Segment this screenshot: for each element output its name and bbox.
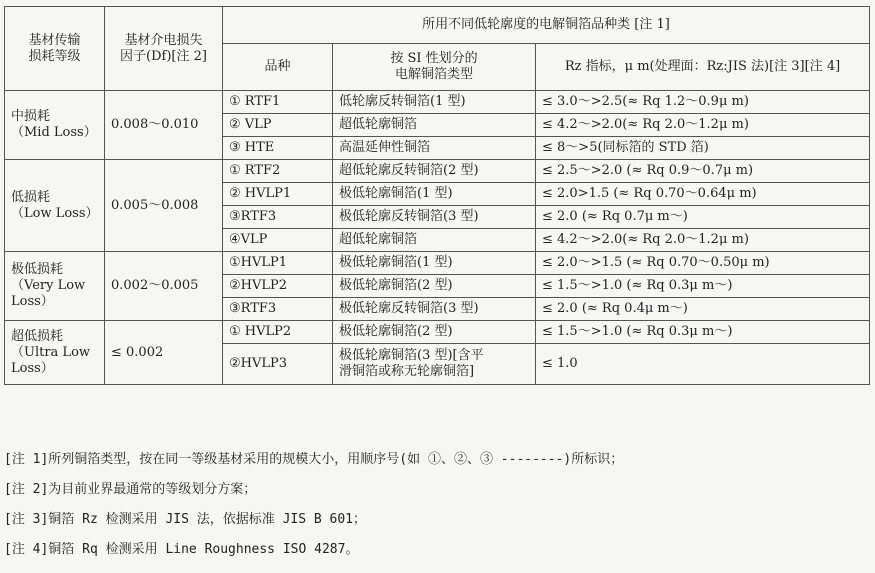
tier-cell: 超低损耗 （Ultra Low Loss） bbox=[5, 321, 105, 385]
variety-cell: ① RTF2 bbox=[223, 160, 333, 183]
rz-cell: ≤ 2.0～>1.5 (≈ Rq 0.70～0.50μ m) bbox=[536, 252, 870, 275]
variety-cell: ③RTF3 bbox=[223, 206, 333, 229]
rz-cell: ≤ 3.0～>2.5(≈ Rq 1.2～0.9μ m) bbox=[536, 91, 870, 114]
rz-cell: ≤ 8～>5(同标箔的 STD 箔) bbox=[536, 137, 870, 160]
variety-cell: ② HVLP1 bbox=[223, 183, 333, 206]
rz-cell: ≤ 2.5～>2.0 (≈ Rq 0.9～0.7μ m) bbox=[536, 160, 870, 183]
variety-cell: ②HVLP2 bbox=[223, 275, 333, 298]
rz-cell: ≤ 4.2～>2.0(≈ Rq 2.0～1.2μ m) bbox=[536, 229, 870, 252]
table-row bbox=[5, 321, 870, 344]
variety-cell: ③RTF3 bbox=[223, 298, 333, 321]
rz-cell: ≤ 2.0 (≈ Rq 0.4μ m～) bbox=[536, 298, 870, 321]
type-cell: 极低轮廓反转铜箔(3 型) bbox=[333, 298, 536, 321]
tier-cell: 低损耗 （Low Loss） bbox=[5, 160, 105, 252]
df-cell: 0.005～0.008 bbox=[105, 160, 223, 252]
copper-foil-table bbox=[4, 6, 870, 385]
df-cell: ≤ 0.002 bbox=[105, 321, 223, 385]
header-type: 按 SI 性划分的 电解铜箔类型 bbox=[333, 44, 536, 91]
type-cell: 极低轮廓铜箔(1 型) bbox=[333, 183, 536, 206]
df-cell: 0.008～0.010 bbox=[105, 91, 223, 160]
table-row bbox=[5, 91, 870, 114]
tier-cell: 中损耗 （Mid Loss） bbox=[5, 91, 105, 160]
header-tier: 基材传输 损耗等级 bbox=[5, 7, 105, 91]
header-variety: 品种 bbox=[223, 44, 333, 91]
type-cell: 低轮廓反转铜箔(1 型) bbox=[333, 91, 536, 114]
df-cell: 0.002～0.005 bbox=[105, 252, 223, 321]
table-row bbox=[5, 252, 870, 275]
variety-cell: ④VLP bbox=[223, 229, 333, 252]
type-cell: 极低轮廓铜箔(1 型) bbox=[333, 252, 536, 275]
rz-cell: ≤ 2.0>1.5 (≈ Rq 0.70～0.64μ m) bbox=[536, 183, 870, 206]
notes-block bbox=[4, 452, 869, 572]
note-3: [注 3]铜箔 Rz 检测采用 JIS 法，依据标准 JIS B 601； bbox=[4, 512, 367, 527]
variety-cell: ② VLP bbox=[223, 114, 333, 137]
rz-cell: ≤ 1.0 bbox=[536, 344, 870, 385]
tier-cell: 极低损耗 （Very Low Loss） bbox=[5, 252, 105, 321]
type-cell: 极低轮廓铜箔(2 型) bbox=[333, 321, 536, 344]
type-cell: 超低轮廓铜箔 bbox=[333, 229, 536, 252]
rz-cell: ≤ 4.2～>2.0(≈ Rq 2.0～1.2μ m) bbox=[536, 114, 870, 137]
variety-cell: ③ HTE bbox=[223, 137, 333, 160]
type-cell: 极低轮廓铜箔(2 型) bbox=[333, 275, 536, 298]
variety-cell: ②HVLP3 bbox=[223, 344, 333, 385]
rz-cell: ≤ 2.0 (≈ Rq 0.7μ m～) bbox=[536, 206, 870, 229]
header-df: 基材介电损失 因子(Df)[注 2] bbox=[105, 7, 223, 91]
variety-cell: ① HVLP2 bbox=[223, 321, 333, 344]
table-row bbox=[5, 160, 870, 183]
variety-cell: ① RTF1 bbox=[223, 91, 333, 114]
header-rz: Rz 指标，μ m(处理面：Rz:JIS 法)[注 3][注 4] bbox=[536, 44, 870, 91]
header-row-1 bbox=[5, 7, 870, 44]
rz-cell: ≤ 1.5～>1.0 (≈ Rq 0.3μ m～) bbox=[536, 275, 870, 298]
note-2: [注 2]为目前业界最通常的等级划分方案； bbox=[4, 482, 257, 497]
type-cell: 极低轮廓反转铜箔(3 型) bbox=[333, 206, 536, 229]
type-cell: 超低轮廓反转铜箔(2 型) bbox=[333, 160, 536, 183]
note-4: [注 4]铜箔 Rq 检测采用 Line Roughness ISO 4287。 bbox=[4, 542, 359, 557]
type-cell: 高温延伸性铜箔 bbox=[333, 137, 536, 160]
variety-cell: ①HVLP1 bbox=[223, 252, 333, 275]
type-cell: 超低轮廓铜箔 bbox=[333, 114, 536, 137]
type-cell: 极低轮廓铜箔(3 型)[含平 滑铜箔或称无轮廓铜箔] bbox=[333, 344, 536, 385]
header-group: 所用不同低轮廓度的电解铜箔品种类 [注 1] bbox=[223, 7, 870, 44]
rz-cell: ≤ 1.5～>1.0 (≈ Rq 0.3μ m～) bbox=[536, 321, 870, 344]
note-1: [注 1]所列铜箔类型，按在同一等级基材采用的规模大小，用顺序号(如 ①、②、③ --------)所标识； bbox=[4, 452, 624, 467]
